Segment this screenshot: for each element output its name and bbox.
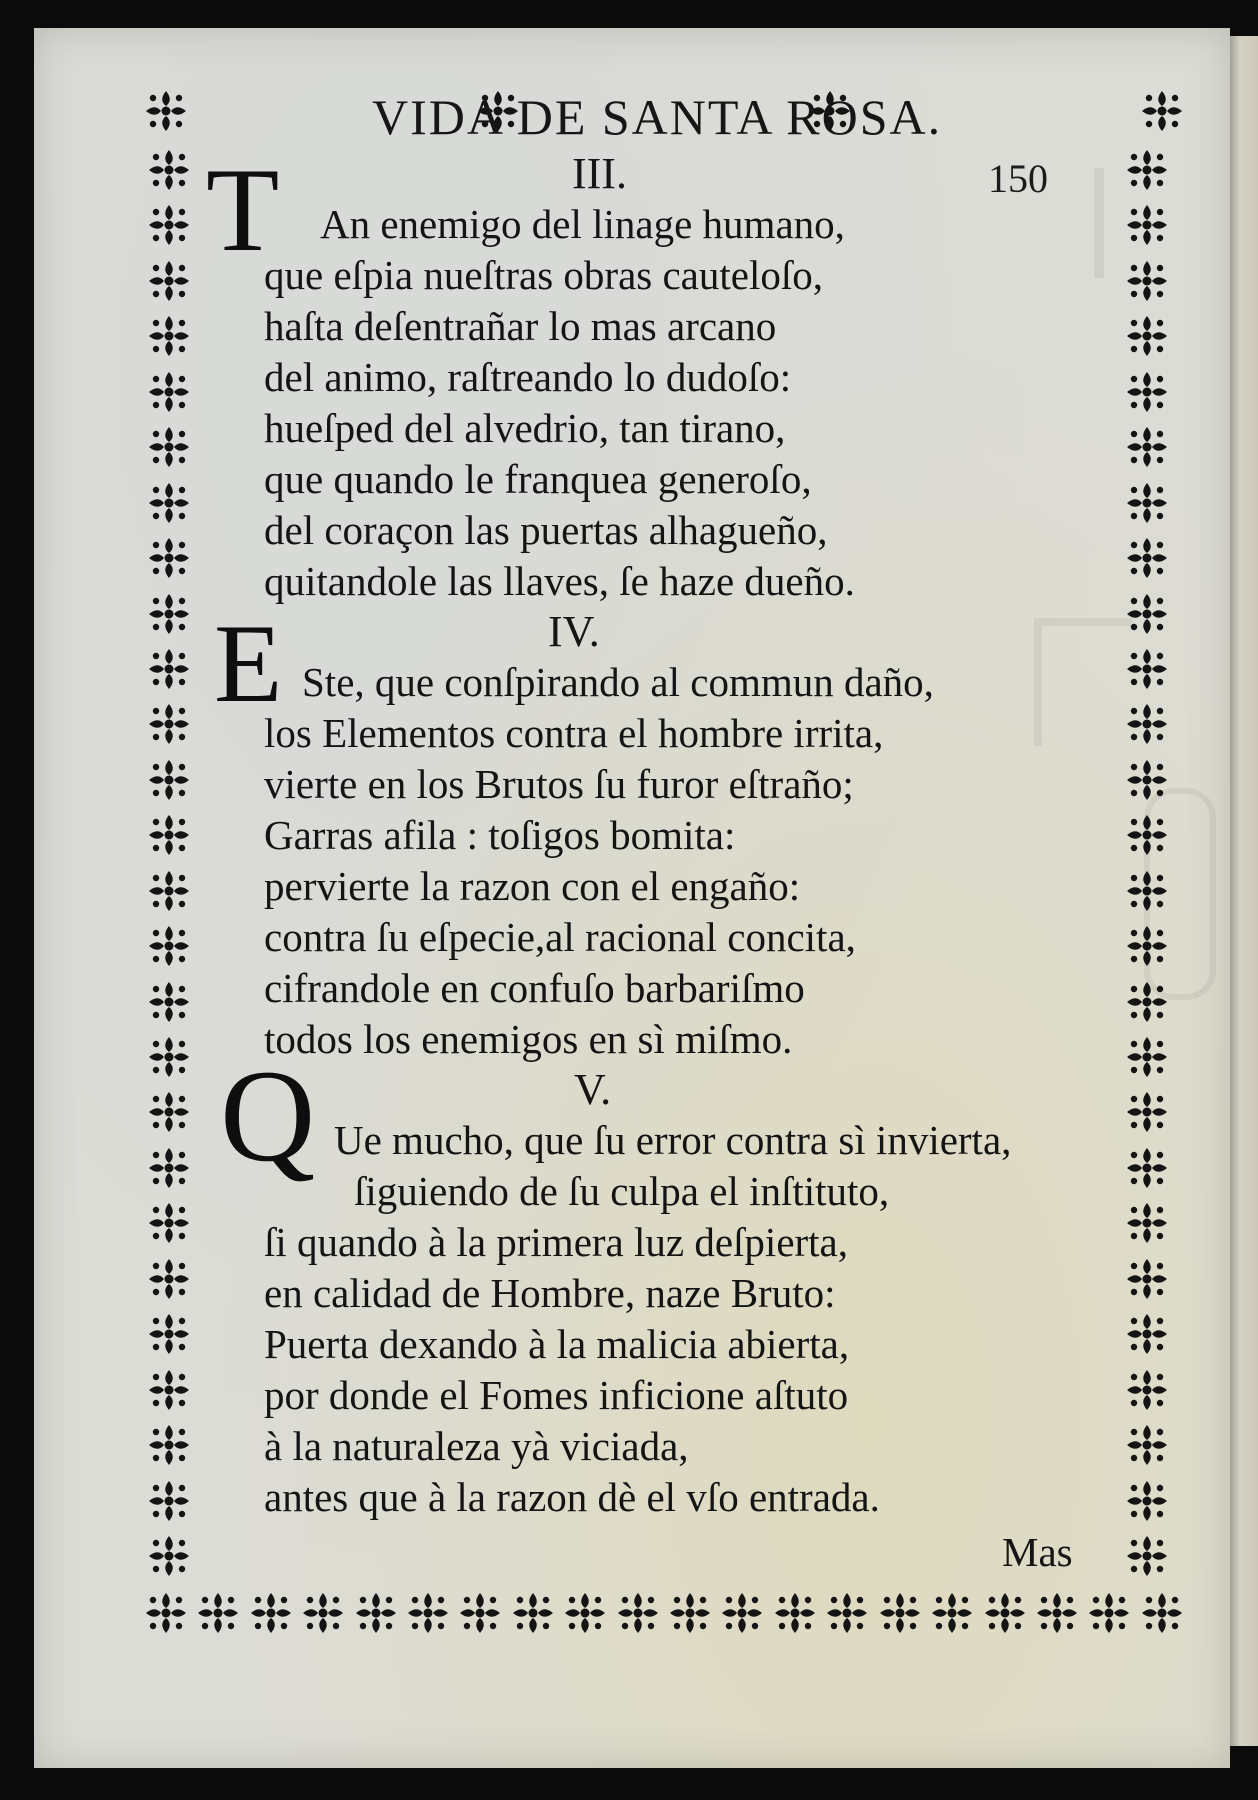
- fleuron-icon: [1035, 1591, 1079, 1635]
- fleuron-icon: [983, 1591, 1027, 1635]
- fleuron-icon: [1125, 203, 1169, 247]
- fleuron-icon: [1125, 869, 1169, 913]
- facing-page-edge: [1226, 36, 1258, 1746]
- verse-line: que quando le franquea generoſo,: [264, 456, 812, 502]
- fleuron-icon: [1125, 1368, 1169, 1412]
- fleuron-icon: [147, 1312, 191, 1356]
- fleuron-icon: [196, 1591, 240, 1635]
- fleuron-icon: [720, 1591, 764, 1635]
- fleuron-icon: [249, 1591, 293, 1635]
- verse-line: Ste, que conſpirando al commun daño,: [302, 659, 934, 705]
- fleuron-icon: [1125, 924, 1169, 968]
- verse-line: hueſped del alvedrio, tan tirano,: [264, 405, 786, 451]
- fleuron-icon: [930, 1591, 974, 1635]
- verse-line: quitandole las llaves, ſe haze dueño.: [264, 558, 855, 604]
- verse-line: Puerta dexando à la malicia abierta,: [264, 1321, 850, 1367]
- fleuron-icon: [147, 1368, 191, 1412]
- verse-line: haſta deſentrañar lo mas arcano: [264, 303, 777, 349]
- fleuron-icon: [1125, 148, 1169, 192]
- verse-line: à la naturaleza yà viciada,: [264, 1423, 689, 1469]
- fleuron-icon: [147, 370, 191, 414]
- drop-cap: E: [214, 602, 283, 726]
- fleuron-icon: [1125, 980, 1169, 1024]
- running-head: VIDA DE SANTA ROSA.: [372, 89, 943, 145]
- verse-line: en calidad de Hombre, naze Bruto:: [264, 1270, 836, 1316]
- stanza-number: IV.: [548, 607, 600, 656]
- right-border: [1122, 148, 1172, 1578]
- fleuron-icon: [147, 481, 191, 525]
- fleuron-icon: [668, 1591, 712, 1635]
- fleuron-icon: [147, 536, 191, 580]
- left-border: [144, 148, 194, 1578]
- fleuron-icon: [1140, 89, 1184, 133]
- fleuron-icon: [147, 1090, 191, 1134]
- page-number: 150: [988, 156, 1048, 201]
- fleuron-icon: [144, 1591, 188, 1635]
- verse-line: Garras afila : toſigos bomita:: [264, 812, 736, 858]
- fleuron-icon: [147, 758, 191, 802]
- fleuron-icon: [147, 314, 191, 358]
- fleuron-icon: [147, 924, 191, 968]
- verse-line: del coraçon las puertas alhagueño,: [264, 507, 828, 553]
- verse-line: que eſpia nueſtras obras cauteloſo,: [264, 252, 823, 298]
- verse-line: ſiguiendo de ſu culpa el inſtituto,: [354, 1168, 890, 1214]
- fleuron-icon: [458, 1591, 502, 1635]
- fleuron-icon: [1140, 1591, 1184, 1635]
- fleuron-icon: [1125, 370, 1169, 414]
- fleuron-icon: [147, 980, 191, 1024]
- fleuron-icon: [1125, 1201, 1169, 1245]
- fleuron-icon: [147, 259, 191, 303]
- fleuron-icon: [147, 1423, 191, 1467]
- bottom-border: [144, 1588, 1184, 1638]
- fleuron-icon: [144, 89, 188, 133]
- fleuron-icon: [511, 1591, 555, 1635]
- fleuron-icon: [147, 1479, 191, 1523]
- verse-line: del animo, raſtreando lo dudoſo:: [264, 354, 792, 400]
- fleuron-icon: [301, 1591, 345, 1635]
- fleuron-icon: [1125, 647, 1169, 691]
- fleuron-icon: [563, 1591, 607, 1635]
- fleuron-icon: [1125, 1534, 1169, 1578]
- fleuron-icon: [147, 1201, 191, 1245]
- fleuron-icon: [1125, 813, 1169, 857]
- fleuron-icon: [825, 1591, 869, 1635]
- fleuron-icon: [147, 1534, 191, 1578]
- verse-line: los Elementos contra el hombre irrita,: [264, 710, 884, 756]
- fleuron-icon: [147, 647, 191, 691]
- fleuron-icon: [1125, 1090, 1169, 1134]
- catchword: Mas: [1002, 1529, 1073, 1575]
- verse-line: antes que à la razon dè el vſo entrada.: [264, 1474, 880, 1520]
- verse-line: pervierte la razon con el engaño:: [264, 863, 801, 909]
- fleuron-icon: [1125, 481, 1169, 525]
- fleuron-icon: [1125, 314, 1169, 358]
- fleuron-icon: [1125, 702, 1169, 746]
- verse-line: An enemigo del linage humano,: [320, 201, 845, 247]
- fleuron-icon: [1125, 425, 1169, 469]
- verse-line: por donde el Fomes inficione aſtuto: [264, 1372, 849, 1418]
- fleuron-icon: [878, 1591, 922, 1635]
- fleuron-icon: [147, 702, 191, 746]
- fleuron-icon: [1125, 1257, 1169, 1301]
- drop-cap: T: [206, 143, 280, 276]
- verse-line: todos los enemigos en sì miſmo.: [264, 1016, 793, 1062]
- fleuron-icon: [354, 1591, 398, 1635]
- fleuron-icon: [147, 203, 191, 247]
- fleuron-icon: [1125, 1035, 1169, 1079]
- fleuron-icon: [147, 1146, 191, 1190]
- fleuron-icon: [616, 1591, 660, 1635]
- fleuron-icon: [1125, 1146, 1169, 1190]
- fleuron-icon: [1125, 1479, 1169, 1523]
- fleuron-icon: [773, 1591, 817, 1635]
- fleuron-icon: [1125, 259, 1169, 303]
- fleuron-icon: [1125, 1312, 1169, 1356]
- fleuron-icon: [147, 869, 191, 913]
- fleuron-icon: [406, 1591, 450, 1635]
- verse-line: contra ſu eſpecie,al racional concita,: [264, 914, 856, 960]
- verse-line: cifrandole en confuſo barbariſmo: [264, 965, 805, 1011]
- drop-cap: Q: [220, 1042, 316, 1189]
- fleuron-icon: [1087, 1591, 1131, 1635]
- fleuron-icon: [1125, 536, 1169, 580]
- fleuron-icon: [1125, 1423, 1169, 1467]
- stanza-number: V.: [574, 1065, 612, 1114]
- fleuron-icon: [1125, 758, 1169, 802]
- verse-line: Ue mucho, que ſu error contra sì invierta,: [334, 1117, 1012, 1163]
- fleuron-icon: [147, 1257, 191, 1301]
- verse-line: ſi quando à la primera luz deſpierta,: [264, 1219, 849, 1265]
- fleuron-icon: [147, 592, 191, 636]
- show-through: [1034, 618, 1132, 746]
- stanza-number: III.: [572, 149, 627, 198]
- fleuron-icon: [147, 148, 191, 192]
- fleuron-icon: [1125, 592, 1169, 636]
- fleuron-icon: [147, 1035, 191, 1079]
- verse-line: vierte en los Brutos ſu furor eſtraño;: [264, 761, 854, 807]
- fleuron-icon: [147, 813, 191, 857]
- fleuron-icon: [147, 425, 191, 469]
